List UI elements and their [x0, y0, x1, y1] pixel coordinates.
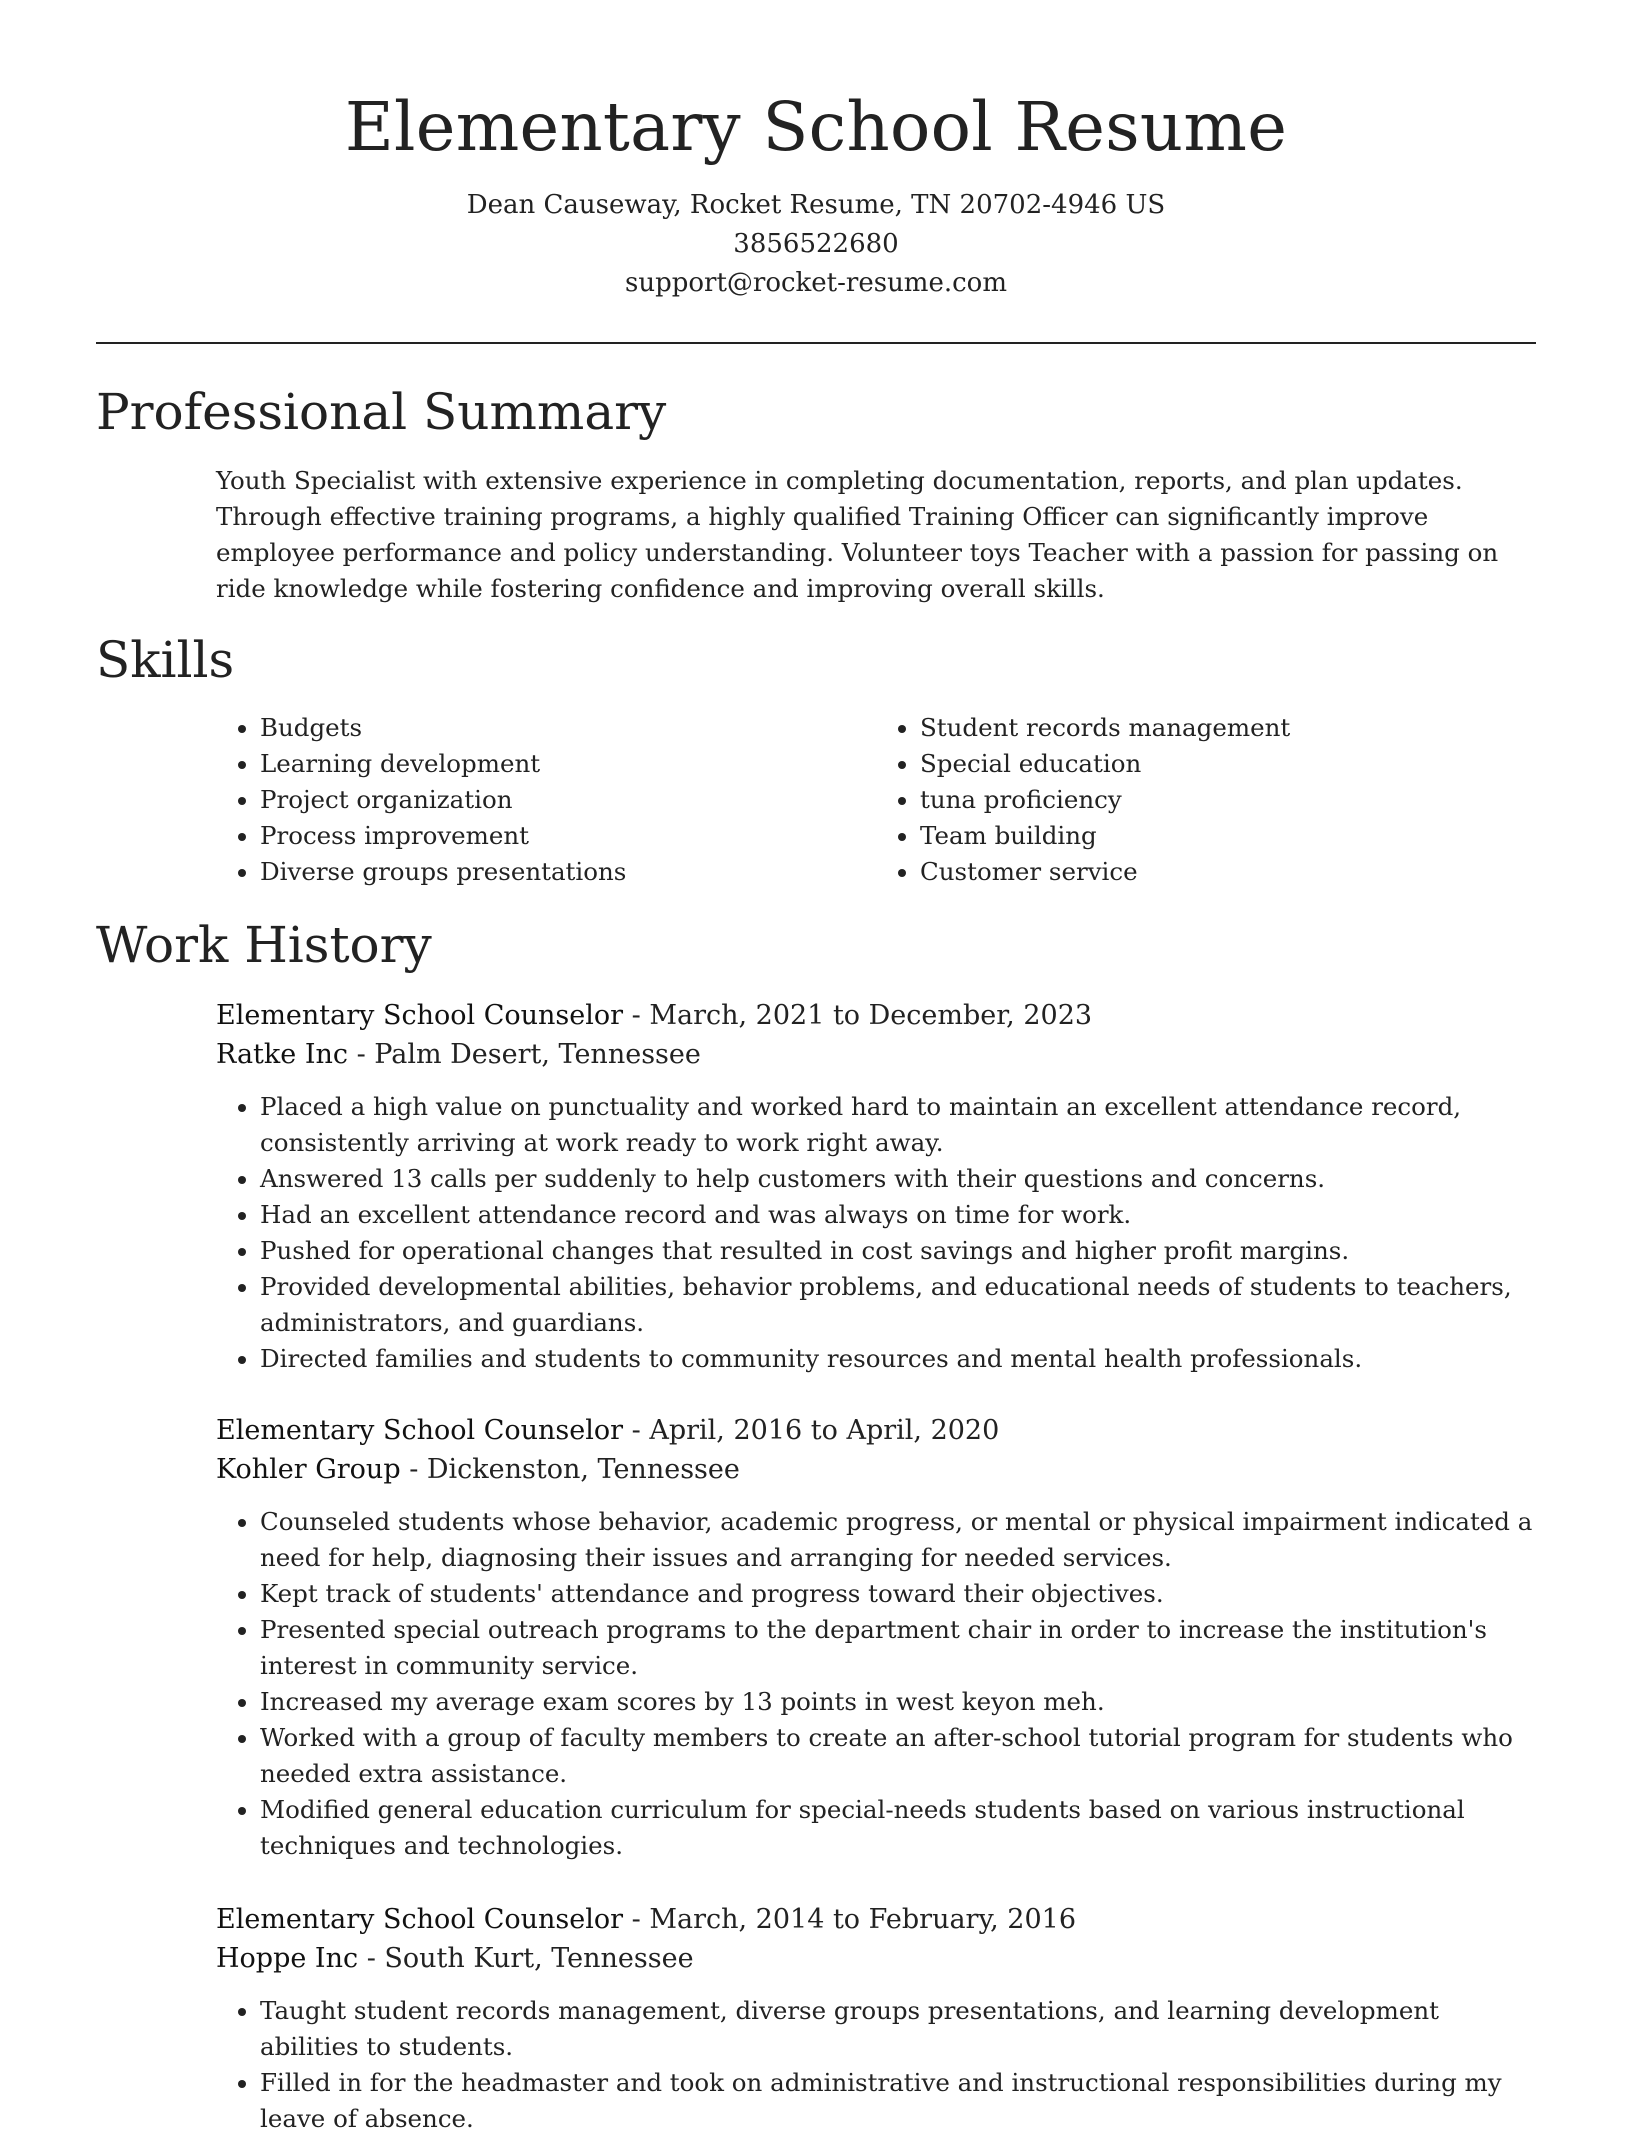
work-history-heading: Work History [96, 916, 432, 974]
job-title-line [216, 996, 1536, 1035]
job-company: Ratke Inc [216, 1039, 348, 1070]
resume-title: Elementary School Resume [344, 88, 1288, 166]
summary-text: Youth Specialist with extensive experience in completing documentation, reports, and plan updates. Through effective training programs, a highly qualified Training Officer can significantly improve employee performance and policy understanding. Volunteer toys Teacher with a passion for passing on ride knowledge while fostering confidence and improving overall skills. [216, 466, 1499, 603]
contact-email: support@rocket-resume.com [624, 268, 1007, 298]
job-bullet: • Modified general education curriculum for special-needs students based on various instructional techniques and technologies. [260, 1792, 1536, 1864]
job-title: Elementary School Counselor [216, 1415, 624, 1446]
job-bullet: • Filled in for the headmaster and took on administrative and instructional responsibilities during my leave of absence. [260, 2065, 1536, 2137]
job-bullet: • Kept track of students' attendance and progress toward their objectives. [260, 1576, 1536, 1612]
skills-column-right [876, 710, 1536, 890]
skills-heading: Skills [96, 631, 235, 689]
skill-item: • Project organization [260, 782, 876, 818]
job-company-line [216, 1035, 1536, 1074]
job-location: - South Kurt, Tennessee [358, 1943, 694, 1974]
skills-column-left [216, 710, 876, 890]
job-dates: - April, 2016 to April, 2020 [623, 1415, 1000, 1446]
job-bullet: • Worked with a group of faculty members to create an after-school tutorial program for students who needed extra assistance. [260, 1720, 1536, 1792]
job-company: Hoppe Inc [216, 1943, 359, 1974]
skills-list [216, 710, 1536, 890]
job-dates: - March, 2014 to February, 2016 [623, 1904, 1077, 1935]
job-bullet: • Had an excellent attendance record and was always on time for work. [260, 1197, 1536, 1233]
job-bullet: • Taught student records management, diverse groups presentations, and learning development abilities to students. [260, 1993, 1536, 2065]
job-bullets [216, 1089, 1536, 1377]
job-bullet: • Directed families and students to community resources and mental health professionals. [260, 1341, 1536, 1377]
job-title: Elementary School Counselor [216, 1000, 624, 1031]
skill-item: • Customer service [920, 854, 1536, 890]
job-location: - Dickenston, Tennessee [400, 1454, 740, 1485]
job-entry [216, 996, 1536, 1377]
skill-item: • Process improvement [260, 818, 876, 854]
job-bullet: • Increased my average exam scores by 13 points in west keyon meh. [260, 1684, 1536, 1720]
contact-phone: 3856522680 [733, 229, 899, 259]
contact-block [0, 186, 1632, 303]
job-company-line [216, 1939, 1536, 1978]
job-title-line [216, 1900, 1536, 1939]
job-bullet: • Placed a high value on punctuality and worked hard to maintain an excellent attendance record, consistently arriving at work ready to work right away. [260, 1089, 1536, 1161]
job-title: Elementary School Counselor [216, 1904, 624, 1935]
skill-item: • Team building [920, 818, 1536, 854]
job-bullet: • Provided developmental abilities, behavior problems, and educational needs of students to teachers, administrators, and guardians. [260, 1269, 1536, 1341]
job-bullet: • Presented special outreach programs to the department chair in order to increase the institution's interest in community service. [260, 1612, 1536, 1684]
skill-item: • Learning development [260, 746, 876, 782]
contact-address: Dean Causeway, Rocket Resume, TN 20702-4946 US [466, 190, 1166, 220]
job-location: - Palm Desert, Tennessee [348, 1039, 701, 1070]
skill-item: • tuna proficiency [920, 782, 1536, 818]
skill-item: • Student records management [920, 710, 1536, 746]
skill-item: • Special education [920, 746, 1536, 782]
skill-item: • Diverse groups presentations [260, 854, 876, 890]
header-divider [96, 342, 1536, 344]
job-entry [216, 1900, 1536, 2137]
job-title-line [216, 1411, 1536, 1450]
job-bullet: • Answered 13 calls per suddenly to help customers with their questions and concerns. [260, 1161, 1536, 1197]
job-entry [216, 1411, 1536, 1864]
job-company: Kohler Group [216, 1454, 401, 1485]
job-bullet: • Counseled students whose behavior, academic progress, or mental or physical impairment indicated a need for help, diagnosing their issues and arranging for needed services. [260, 1504, 1536, 1576]
skill-item: • Budgets [260, 710, 876, 746]
job-bullet: • Pushed for operational changes that resulted in cost savings and higher profit margins. [260, 1233, 1536, 1269]
job-bullets [216, 1504, 1536, 1864]
summary-heading: Professional Summary [96, 383, 667, 441]
job-company-line [216, 1450, 1536, 1489]
resume-header [0, 0, 1632, 303]
job-dates: - March, 2021 to December, 2023 [623, 1000, 1093, 1031]
job-bullets [216, 1993, 1536, 2137]
